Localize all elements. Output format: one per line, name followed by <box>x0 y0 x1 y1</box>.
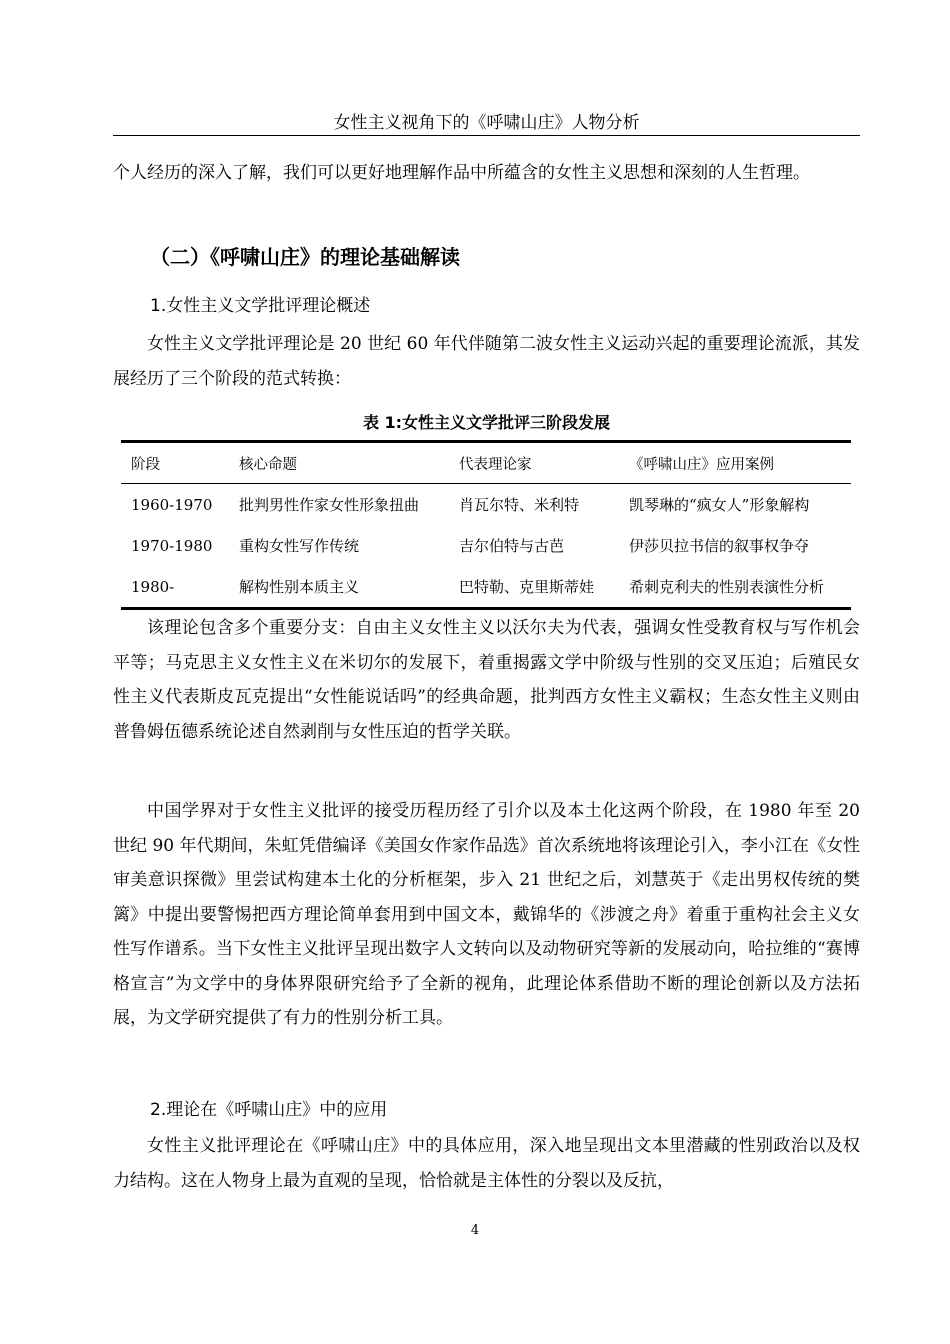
table-header-cell: 核心命题 <box>229 442 449 484</box>
paragraph-2: 该理论包含多个重要分支：自由主义女性主义以沃尔夫为代表，强调女性受教育权与写作机会平等；马克思主义女性主义在米切尔的发展下，着重揭露文学中阶级与性别的交叉压迫；后殖民女性主义代表斯皮瓦克提出“女性能说话吗”的经典命题，批判西方女性主义霸权；生态女性主义则由普鲁姆伍德系统论述自然剥削与女性压迫的哲学关联。 <box>113 618 860 742</box>
table-header-cell: 阶段 <box>121 442 229 484</box>
table-cell: 吉尔伯特与古芭 <box>459 537 565 555</box>
table-row <box>121 484 851 526</box>
intro-paragraph-block <box>113 156 860 191</box>
paragraph-1: 女性主义文学批评理论是 20 世纪 60 年代伴随第二波女性主义运动兴起的重要理论流派，其发展经历了三个阶段的范式转换： <box>113 334 860 389</box>
table-cell: 重构女性写作传统 <box>239 537 360 555</box>
table-cell: 1960-1970 <box>131 495 213 514</box>
table-cell: 批判男性作家女性形象扭曲 <box>239 496 420 514</box>
paragraph-3: 中国学界对于女性主义批评的接受历程历经了引介以及本土化这两个阶段，在 1980 年至 20 世纪 90 年代期间，朱虹凭借编译《美国女作家作品选》首次系统地将该理论引入，李小江在《女性审美意识探微》里尝试构建本土化的分析框架，步入 21 世纪之后，刘慧英于《走出男权传统的樊篱》中提出要警惕把西方理论简单套用到中国文本，戴锦华的《涉渡之舟》着重于重构社会主义女性写作谱系。当下女性主义批评呈现出数字人文转向以及动物研究等新的发展动向，哈拉维的“赛博格宣言”为文学中的身体界限研究给予了全新的视角，此理论体系借助不断的理论创新以及方法拓展，为文学研究提供了有力的性别分析工具。 <box>113 801 860 1028</box>
table-header-cell: 《呼啸山庄》应用案例 <box>619 442 851 484</box>
paragraph-2-block <box>113 611 860 749</box>
table-cell: 希刺克利夫的性别表演性分析 <box>619 566 851 609</box>
stages-table <box>121 440 851 610</box>
paragraph-4-block <box>113 1129 860 1198</box>
page-number: 4 <box>470 1223 480 1238</box>
table-row <box>121 566 851 609</box>
table-cell: 1980- <box>121 566 229 609</box>
running-header: 女性主义视角下的《呼啸山庄》人物分析 <box>333 113 640 133</box>
paragraph-3-block <box>113 794 860 1036</box>
table-caption: 表 1:女性主义文学批评三阶段发展 <box>362 413 611 432</box>
table-cell: 肖瓦尔特、米利特 <box>459 496 580 514</box>
table-cell: 巴特勒、克里斯蒂娃 <box>449 566 619 609</box>
table-cell: 凯琴琳的“疯女人”形象解构 <box>629 496 810 514</box>
table-cell: 伊莎贝拉书信的叙事权争夺 <box>629 537 810 555</box>
paragraph-4: 女性主义批评理论在《呼啸山庄》中的具体应用，深入地呈现出文本里潜藏的性别政治以及权力结构。这在人物身上最为直观的呈现，恰恰就是主体性的分裂以及反抗， <box>113 1136 860 1191</box>
subsection-heading-1: 1.女性主义文学批评理论概述 <box>150 296 371 316</box>
paragraph-1-block <box>113 327 860 396</box>
table-row <box>121 525 851 566</box>
subsection-heading-2: 2.理论在《呼啸山庄》中的应用 <box>150 1100 388 1120</box>
table-cell: 解构性别本质主义 <box>229 566 449 609</box>
intro-paragraph: 个人经历的深入了解，我们可以更好地理解作品中所蕴含的女性主义思想和深刻的人生哲理。 <box>113 163 810 183</box>
section-heading: （二）《呼啸山庄》的理论基础解读 <box>150 245 460 269</box>
table-header-cell: 代表理论家 <box>449 442 619 484</box>
table-header-row <box>121 442 851 484</box>
table-cell: 1970-1980 <box>131 536 213 555</box>
header-rule <box>113 135 860 136</box>
